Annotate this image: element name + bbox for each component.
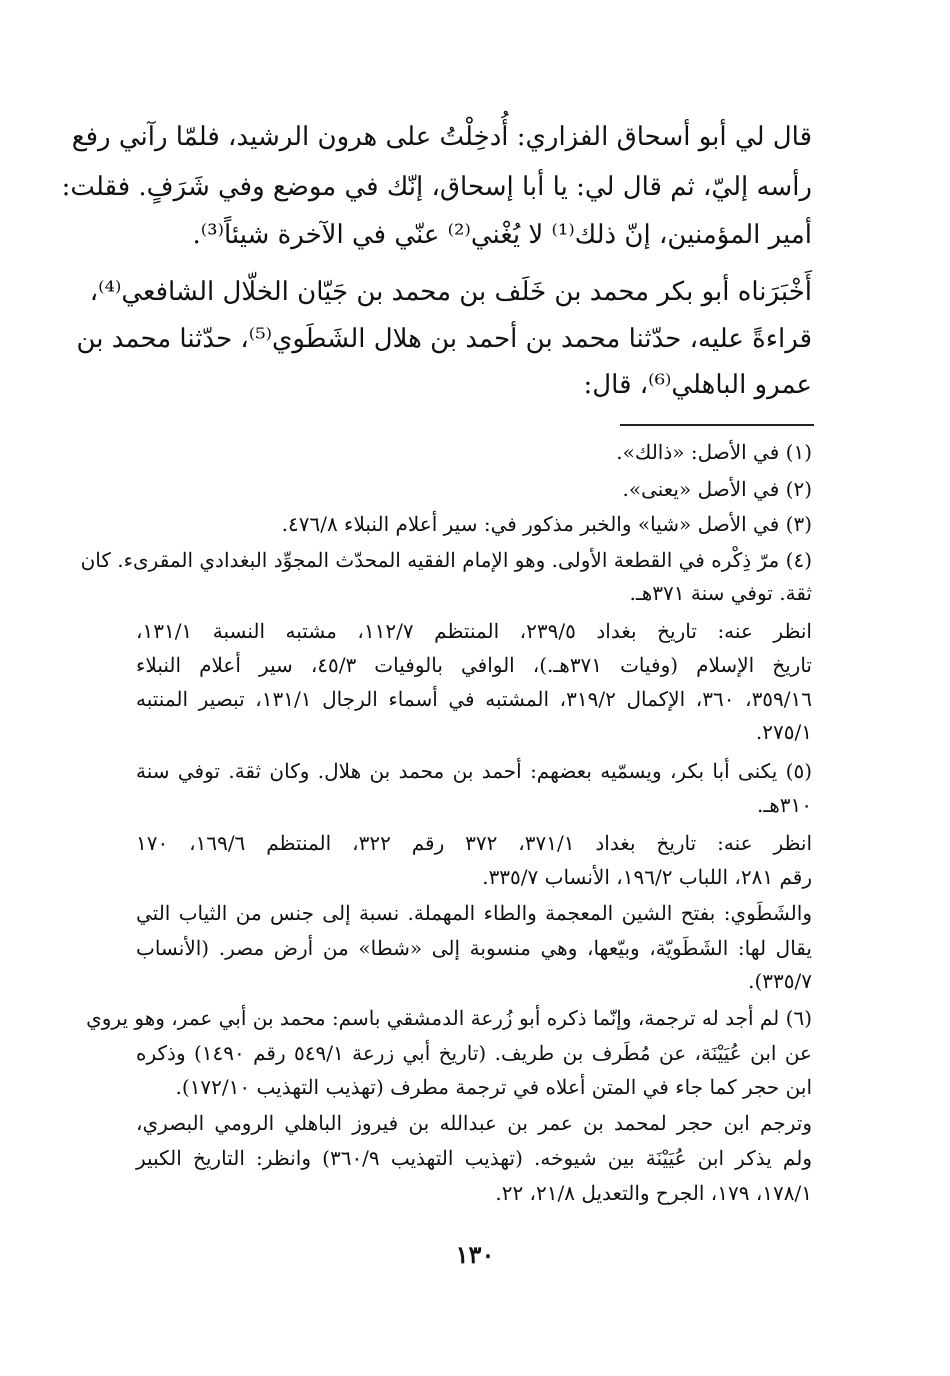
footnote-separator xyxy=(620,424,814,426)
footnote-5-line: (٥) يكنى أبا بكر، ويسمّيه بعضهم: أحمد بن محمد بن هلال. وكان ثقة. توفي سنة xyxy=(136,759,812,783)
footnote-5-note-line: والشَطَوي: بفتح الشين المعجمة والطاء المهملة. نسبة إلى جنس من الثياب التي xyxy=(136,901,812,925)
footnote-3: (٣) في الأصل «شيا» والخبر مذكور في: سير أعلام النبلاء ٤٧٦/٨. xyxy=(281,512,812,536)
footnote-4-line: ثقة. توفي سنة ٣٧١هـ. xyxy=(629,581,812,605)
footnote-1: (١) في الأصل: «ذالك». xyxy=(616,440,812,464)
main-text-line: أَخْبَرَناه أبو بكر محمد بن خَلَف بن محمد بن جَيّان الخلّال الشافعي⁽⁴⁾، xyxy=(89,277,812,307)
footnote-4-refs-line: ٣٥٩/١٦، ٣٦٠، الإكمال ٣١٩/٢، المشتبه في أسماء الرجال ١٣١/١، تبصير المنتبه xyxy=(136,687,813,711)
main-text-line: أمير المؤمنين، إنّ ذلك⁽¹⁾ لا يُغْني⁽²⁾ عنّي في الآخرة شيئاً⁽³⁾. xyxy=(192,220,812,250)
page-number: ١٣٠ xyxy=(455,1240,495,1269)
footnote-6-line: ابن حجر كما جاء في المتن أعلاه في ترجمة مطرف (تهذيب التهذيب ١٧٢/١٠). xyxy=(175,1075,812,1099)
footnote-5-refs-line: رقم ٢٨١، اللباب ١٩٦/٢، الأنساب ٣٣٥/٧. xyxy=(482,865,812,889)
footnote-5-line: ٣١٠هـ. xyxy=(757,793,812,817)
footnote-6-note-line: ١٧٨/١، ١٧٩، الجرح والتعديل ٢١/٨، ٢٢. xyxy=(495,1181,812,1205)
main-text-line: عمرو الباهلي⁽⁶⁾، قال: xyxy=(583,370,812,400)
main-text-line: رأسه إليّ، ثم قال لي: يا أبا إسحاق، إنّك في موضع وفي شَرَفٍ. فقلت: xyxy=(61,172,812,202)
footnote-2: (٢) في الأصل «يعنى». xyxy=(622,477,812,501)
footnote-4-refs-line: ٢٧٥/١. xyxy=(755,720,812,744)
footnote-6-note-line: وترجم ابن حجر لمحمد بن عمر بن عبدالله بن فيروز الباهلي الرومي البصري، xyxy=(136,1111,812,1135)
footnote-5-refs-line: انظر عنه: تاريخ بغداد ٣٧١/١، ٣٧٢ رقم ٣٢٢، المنتظم ١٦٩/٦، ١٧٠ xyxy=(136,831,813,855)
footnote-4-refs-line: تاريخ الإسلام (وفيات ٣٧١هـ.)، الوافي بالوفيات ٤٥/٣، سير أعلام النبلاء xyxy=(136,653,812,677)
main-text-line: قراءةً عليه، حدّثنا محمد بن أحمد بن هلال الشَطَوي⁽⁵⁾، حدّثنا محمد بن xyxy=(76,324,812,354)
footnote-5-note-line: ٣٣٥/٧). xyxy=(748,969,812,993)
footnote-4-refs-line: انظر عنه: تاريخ بغداد ٢٣٩/٥، المنتظم ١١٢/٧، مشتبه النسبة ١٣١/١، xyxy=(136,619,812,643)
footnote-6-line: عن ابن عُيَيْنَة، عن مُطَرف بن طريف. (تاريخ أبي زرعة ٥٤٩/١ رقم ١٤٩٠) وذكره xyxy=(136,1041,812,1065)
footnote-6-line: (٦) لم أجد له ترجمة، وإنّما ذكره أبو زُرعة الدمشقي باسم: محمد بن أبي عمر، وهو يروي xyxy=(86,1006,812,1030)
main-text-line: قال لي أبو أسحاق الفزاري: أُدخِلْتُ على هرون الرشيد، فلمّا رآني رفع xyxy=(71,122,812,152)
footnote-5-note-line: يقال لها: الشَطَويّة، وبيّعها، وهي منسوبة إلى «شطا» من أرض مصر. (الأنساب xyxy=(136,936,812,960)
footnote-6-note-line: ولم يذكر ابن عُيَيْنَة بين شيوخه. (تهذيب التهذيب ٣٦٠/٩) وانظر: التاريخ الكبير xyxy=(136,1146,812,1170)
footnote-4-line: (٤) مرّ ذِكْره في القطعة الأولى. وهو الإمام الفقيه المحدّث المجوِّد البغدادي المقرىء. كان xyxy=(80,548,812,572)
